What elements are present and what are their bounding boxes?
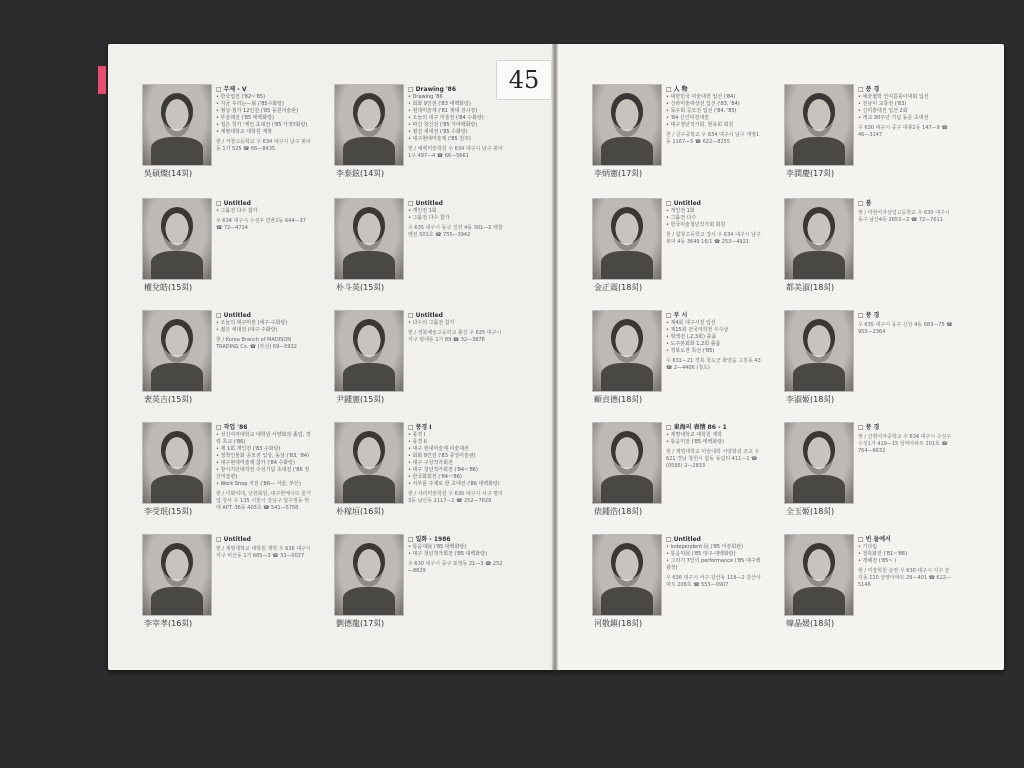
- work-title: □ 일화 - 1986: [408, 536, 504, 543]
- member-name: 朴斗英(15회): [336, 283, 385, 292]
- exhibition-line: • 풍경 II: [408, 439, 504, 446]
- exhibition-line: • 회화 9인전 ('83 대백화랑): [408, 101, 504, 108]
- exhibition-line: • 개인전 1회: [408, 208, 504, 215]
- member-name: 吳碩燦(14회): [144, 169, 193, 178]
- exhibition-line: • 개교 30주년 기념 동문 초대전: [858, 115, 954, 122]
- work-title: □ 작업 '86: [216, 424, 312, 431]
- exhibition-line: • 젊은 세대전 (대구·수화랑): [216, 327, 312, 334]
- exhibition-line: • 절친 새대전 ('85 수화랑): [408, 129, 504, 136]
- member-info: [408, 312, 504, 344]
- exhibition-line: • 통음대展 ('85 대백화랑): [408, 544, 504, 551]
- member-info: [408, 536, 504, 575]
- portrait-photo: [334, 84, 404, 166]
- contact-address: 현 / 예백미술학원 우 634 대구시 남구 봉덕1구 497—4 ☎ 66—5661: [408, 146, 503, 159]
- work-title: □ 무제 - V: [216, 86, 312, 93]
- exhibition-history: [408, 544, 504, 558]
- exhibition-line: • 예술협학 인여름풍이대회 입선: [858, 94, 954, 101]
- exhibition-line: • 대구청년작가회, 현유회 회원: [666, 122, 762, 129]
- contact-address: 우 630 대구시 중구 대봉2동 147—9 ☎ 46—3147: [858, 125, 948, 138]
- exhibition-line: • 그룹전 다수 참가: [216, 208, 312, 215]
- contact-address: 우 635 대구시 동구 진전 4동 301—2 백합맨션 501호 ☎ 755—3942: [408, 225, 503, 238]
- exhibition-line: • 개헤전 ('85~ ): [858, 558, 954, 565]
- work-title: □ 부 시: [666, 312, 762, 319]
- member-name: 裵英吉(15회): [144, 395, 193, 404]
- exhibition-history: [666, 208, 762, 229]
- exhibition-line: • 대구현대미술제 ('85 전주): [408, 136, 504, 143]
- exhibition-line: • 대구 청년작가회전 ('85 대백화랑): [408, 551, 504, 558]
- exhibition-line: • 서부를 주제로 한 초대전 ('86 대백화랑): [408, 481, 504, 488]
- work-title: □ 풍경 I: [408, 424, 504, 431]
- contact-address: 현 / 샤리미술학원 우 630 대구시 서구 평리3동 남산동 2117—1 ☎ 252—7629: [408, 491, 503, 504]
- portrait-photo: [784, 534, 854, 616]
- book-spine: [552, 44, 558, 670]
- exhibition-line: • 통음미展 ('85 대구·대백화랑): [666, 551, 762, 558]
- exhibition-history: [408, 94, 504, 143]
- exhibition-line: • 창시기년대작전 수성기념 초대전 ('86 정신미술관): [216, 467, 312, 481]
- exhibition-history: [408, 208, 504, 222]
- contact-address: 현 / 미술학원 운영 우 630 대구시 서구 본리동 110 삼양아파트 29—401 ☎ 622—5146: [858, 568, 951, 588]
- contact-address: 우 630 대구시 중구 포정동 21—3 ☎ 252—8829: [408, 561, 503, 574]
- exhibition-line: • 개인전 1회: [666, 208, 762, 215]
- contact-address: 현 / 함창고등학교 강사 우 634 대구시 남구 봉덕 4동 3649 16/1 ☎ 253—4921: [666, 232, 761, 245]
- exhibition-line: • 회화 9인전 ('83 중앙미술관): [408, 453, 504, 460]
- exhibition-line: • 계명대학교 대학원 재학: [216, 129, 312, 136]
- exhibition-line: • 접은 착가 '계인 초대전 ('85 가정Y화랑): [216, 122, 312, 129]
- exhibition-history: [216, 94, 312, 136]
- contact-address: 현 / 이화여대, 난원화원, 대구한메이뜨 울기업 강사 우 135 서울시 강남구 압구정동 현대 APT. 36동 403호 ☎ 541—5758: [216, 491, 311, 511]
- exhibition-line: • Drawing '86: [408, 94, 504, 101]
- contact-address: 우 636 대구시 서구 갈산동 118—2 갈산아파트 208호 ☎ 553—0907: [666, 575, 761, 588]
- member-info: [858, 312, 954, 336]
- exhibition-line: • Work Shop 지전 ('86— 서울, 부산): [216, 481, 312, 488]
- member-name: 劉德龍(17회): [336, 619, 385, 628]
- exhibition-line: • 대구 청년작가회전 ('84~'86): [408, 467, 504, 474]
- member-name: 金正震(18회): [594, 283, 643, 292]
- member-name: 韓晶媛(18회): [786, 619, 835, 628]
- exhibition-line: • 지금 우리는—展 ('85수화랑): [216, 101, 312, 108]
- member-name: 李泰鉉(14회): [336, 169, 385, 178]
- member-info: [666, 424, 762, 470]
- exhibition-line: • 오늘의 대구 미술전 ('84 수화랑): [408, 115, 504, 122]
- exhibition-line: • 청착인물화 공모전 입상, 동상 ('83, '84): [216, 453, 312, 460]
- contact-address: 현 / 금구중학교 우 634 대구시 남구 대명1동 1167—5 ☎ 622—8255: [666, 132, 760, 145]
- work-title: □ Untitled: [408, 312, 504, 319]
- member-info: [216, 536, 312, 560]
- member-info: [666, 86, 762, 146]
- contact-address: 현 / 경북예술고등학교 졸강 우 635 대구시 서구 평대동 1가 89 ☎ 32—3878: [408, 330, 502, 343]
- exhibition-line: • 형액전 (,2,3회) 출품: [666, 334, 762, 341]
- portrait-photo: [784, 422, 854, 504]
- exhibition-line: • 한국미술청년작가회 회원: [666, 222, 762, 229]
- member-info: [858, 536, 954, 589]
- member-info: [216, 424, 312, 512]
- portrait-photo: [592, 422, 662, 504]
- exhibition-line: • 그룹전 다수 참가: [408, 215, 504, 222]
- exhibition-line: • 대구현대미술제 참가 ('84 수화랑): [216, 460, 312, 467]
- portrait-photo: [142, 198, 212, 280]
- work-title: □ 풍 경: [858, 86, 954, 93]
- exhibition-line: • 형상·점가 12인전 ('85 동원미술관): [216, 108, 312, 115]
- member-name: 河敬鎭(18회): [594, 619, 643, 628]
- exhibition-line: • 제15회 전국여학전 우수상: [666, 327, 762, 334]
- member-info: [666, 312, 762, 372]
- exhibition-history: [666, 432, 762, 446]
- work-title: □ 東海의 表情 86 - 1: [666, 424, 762, 431]
- portrait-photo: [784, 198, 854, 280]
- work-title: □ Untitled: [216, 312, 312, 319]
- work-title: □ 빈 들에서: [858, 536, 954, 543]
- member-name: 朴稼垣(16회): [336, 507, 385, 516]
- portrait-photo: [784, 84, 854, 166]
- exhibition-history: [216, 320, 312, 334]
- portrait-photo: [334, 534, 404, 616]
- exhibition-line: • 목우회 공모전 입선 ('84, '85): [666, 108, 762, 115]
- portrait-photo: [142, 422, 212, 504]
- member-name: 李受珉(15회): [144, 507, 193, 516]
- member-info: [858, 424, 954, 455]
- member-info: [216, 86, 312, 153]
- exhibition-line: • 제 1회 개인전 ('83 수화랑): [216, 446, 312, 453]
- member-info: [666, 536, 762, 589]
- exhibition-line: • 신미술대전 입선 2회: [858, 108, 954, 115]
- contact-address: 우 635 대구시 동구 신암 4동 683—75 ☎ 953—2364: [858, 322, 953, 335]
- exhibition-history: [666, 320, 762, 355]
- portrait-photo: [334, 422, 404, 504]
- exhibition-line: • 천남미 교룡전 ('83): [858, 101, 954, 108]
- bookmark-tab: [98, 66, 106, 94]
- exhibition-line: • 부울레전 ('85 태백화랑): [216, 115, 312, 122]
- exhibition-line: • 그리기 7인의 performance ('85 대구백 광장): [666, 558, 762, 572]
- exhibition-line: • 다수의 그룹전 참가: [408, 320, 504, 327]
- member-info: [666, 200, 762, 246]
- portrait-photo: [334, 198, 404, 280]
- work-title: □ Untitled: [216, 200, 312, 207]
- member-info: [408, 424, 504, 505]
- portrait-photo: [592, 310, 662, 392]
- member-name: 全玉姬(18회): [786, 507, 835, 516]
- contact-address: 현 / 신평여자중학교 우 634 대구시 수성구 수성1가 419—15 상막아파트 201호 ☎ 764—6632: [858, 434, 952, 454]
- exhibition-history: [858, 94, 954, 122]
- member-info: [858, 200, 954, 224]
- portrait-photo: [592, 84, 662, 166]
- contact-address: 현 / 계명대학교 대학원 재학 우 636 대구시 서구 비산동 1가 685—3 ☎ 33—0027: [216, 546, 311, 559]
- exhibition-line: • 마신 창신전 ('85 가야백화랑): [408, 122, 504, 129]
- exhibition-line: • 한국화회전 ('84~'86): [408, 474, 504, 481]
- member-name: 李潤慶(17회): [786, 169, 835, 178]
- exhibition-history: [408, 320, 504, 327]
- exhibition-line: • 성신여자대학교 대학원 서양화과 졸업, 경력 초교 ('86): [216, 432, 312, 446]
- portrait-photo: [334, 310, 404, 392]
- portrait-photo: [784, 310, 854, 392]
- contact-address: 현 / 미현여자상업고등학교 우 630 대구시 동구 남산4동 2653—2 ☎ 72—7611: [858, 210, 950, 223]
- exhibition-line: • 한국입전 ('82~'85): [216, 94, 312, 101]
- contact-address: 현 / Korea Branch of MADISON TRADING Co. ☎ (부산) 69—5932: [216, 337, 297, 350]
- exhibition-history: [216, 208, 312, 215]
- portrait-photo: [592, 198, 662, 280]
- exhibition-history: [216, 432, 312, 488]
- member-name: 權兌皓(15회): [144, 283, 193, 292]
- member-name: 李宰孝(16회): [144, 619, 193, 628]
- member-info: [216, 312, 312, 351]
- exhibition-line: • 대구 현대미술제 미술대전: [408, 446, 504, 453]
- exhibition-line: • Independent 展 ('85 미술회관): [666, 544, 762, 551]
- member-name: 尹鍾憲(15회): [336, 395, 385, 404]
- exhibition-history: [666, 544, 762, 572]
- exhibition-line: • 통음미전 ('85 태백화랑): [666, 439, 762, 446]
- contact-address: 우 631—21 경북 청도군 화양읍 고흥동 43 ☎ 2—4406 (청도): [666, 358, 761, 371]
- member-name: 李淑姬(18회): [786, 395, 835, 404]
- portrait-photo: [592, 534, 662, 616]
- member-info: [858, 86, 954, 139]
- member-name: 李炳憲(17회): [594, 169, 643, 178]
- member-name: 顧貞德(18회): [594, 395, 643, 404]
- exhibition-line: • 현대미술제 ('81 계대 전시장): [408, 108, 504, 115]
- work-title: □ Untitled: [666, 536, 762, 543]
- work-title: □ Untitled: [408, 200, 504, 207]
- exhibition-line: • 도주본회화 1,2회 출품: [666, 341, 762, 348]
- member-name: 俵鍾浩(18회): [594, 507, 643, 516]
- exhibition-history: [408, 432, 504, 488]
- exhibition-line: • 대한민국 미술대전 입선 ('84): [666, 94, 762, 101]
- work-title: □ Drawing '86: [408, 86, 504, 93]
- portrait-photo: [142, 310, 212, 392]
- exhibition-line: • 오늘의 대구미술 (대구·수화랑): [216, 320, 312, 327]
- exhibition-line: • 청록화전 ('81~'86): [858, 551, 954, 558]
- page-number: 45: [496, 60, 552, 100]
- exhibition-line: • 대구 구상작가회전: [408, 460, 504, 467]
- work-title: □ 봄: [858, 200, 954, 207]
- portrait-photo: [142, 84, 212, 166]
- portrait-photo: [142, 534, 212, 616]
- member-info: [216, 200, 312, 232]
- work-title: □ Untitled: [216, 536, 312, 543]
- work-title: □ 人 物: [666, 86, 762, 93]
- exhibition-line: • 신라미술대상전 입선 ('83, '84): [666, 101, 762, 108]
- contact-address: 현 / 거창고등학교 우 634 대구시 남구 봉덕동 1가 525 ☎ 66—8435: [216, 139, 311, 152]
- exhibition-line: • 풍경 I: [408, 432, 504, 439]
- exhibition-line: • 계명대학교 대학원 재학: [666, 432, 762, 439]
- exhibition-line: • 기다림: [858, 544, 954, 551]
- exhibition-line: • 제4회 대구시전 입선: [666, 320, 762, 327]
- contact-address: 현 / 계명대학교 미술대학 서양화과 조교 우 621 경남 창원시 함동 동림리 411—1 ☎ (0595) 2—2833: [666, 449, 760, 469]
- exhibition-line: • '84 신인미전대전: [666, 115, 762, 122]
- contact-address: 우 634 대구시 수성구 만촌1동 644—37 ☎ 72—4724: [216, 218, 306, 231]
- member-info: [408, 200, 504, 239]
- member-name: 都美淑(18회): [786, 283, 835, 292]
- work-title: □ 풍 경: [858, 312, 954, 319]
- member-info: [408, 86, 504, 160]
- exhibition-line: • 그룹전 다수: [666, 215, 762, 222]
- exhibition-history: [858, 544, 954, 565]
- work-title: □ Untitled: [666, 200, 762, 207]
- exhibition-history: [666, 94, 762, 129]
- exhibition-line: • 경북도전 특선 ('85): [666, 348, 762, 355]
- work-title: □ 풍 경: [858, 424, 954, 431]
